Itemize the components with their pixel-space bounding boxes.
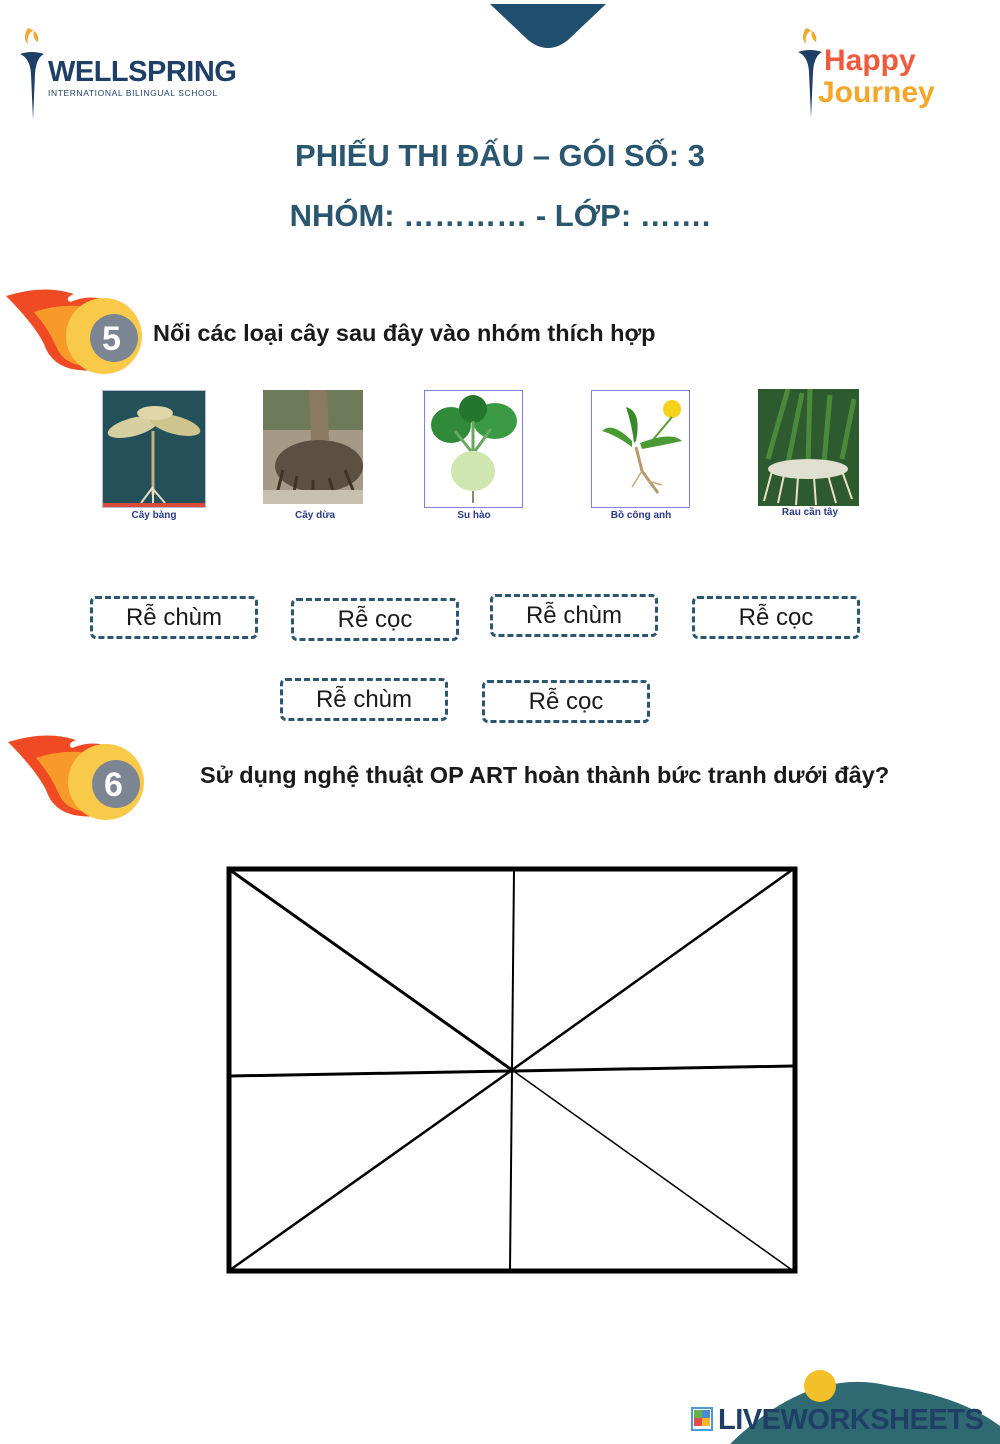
- op-art-drawing-frame[interactable]: [226, 866, 798, 1274]
- plant-image-rau-can-tay: [758, 389, 859, 506]
- mascot-icon: [804, 1370, 836, 1402]
- liveworksheets-watermark: [690, 1356, 1000, 1444]
- plant-label: Rau cần tây: [781, 507, 839, 518]
- plant-card[interactable]: [102, 390, 206, 522]
- question-number-5: 5: [102, 320, 121, 358]
- question-6-text: Sử dụng nghệ thuật OP ART hoàn thành bức tranh dưới đây?: [200, 762, 890, 788]
- plant-card[interactable]: [263, 390, 367, 522]
- question-number-6: 6: [104, 766, 123, 804]
- plant-card[interactable]: [758, 389, 862, 521]
- plant-image-bo-cong-anh: [591, 390, 690, 508]
- brand-line-2: Journey: [818, 76, 935, 109]
- happy-journey-logo: [796, 26, 966, 126]
- fireball-badge-6: [6, 730, 156, 822]
- root-option-box[interactable]: Rễ chùm: [490, 594, 658, 637]
- question-5-text: Nối các loại cây sau đây vào nhóm thích hợp: [153, 320, 656, 346]
- page-title: PHIẾU THI ĐẤU – GÓI SỐ: 3: [295, 138, 705, 173]
- brand-line-1: Happy: [824, 44, 916, 77]
- plant-image-su-hao: [424, 390, 523, 508]
- plant-label: Bồ công anh: [610, 510, 672, 521]
- plant-card[interactable]: [424, 390, 524, 522]
- plant-label: Su hào: [457, 510, 491, 521]
- plant-image-cay-bang: [102, 390, 206, 508]
- school-name: WELLSPRING: [48, 56, 237, 88]
- plant-card[interactable]: [591, 390, 691, 522]
- root-option-box[interactable]: Rễ cọc: [692, 596, 860, 639]
- fireball-badge-5: [4, 284, 154, 376]
- root-option-box[interactable]: Rễ chùm: [90, 596, 258, 639]
- top-notch-decoration: [490, 0, 606, 50]
- plant-image-cay-dua: [263, 390, 363, 504]
- root-option-box[interactable]: Rễ chùm: [280, 678, 448, 721]
- plant-label: Cây dừa: [294, 510, 336, 521]
- root-option-box[interactable]: Rễ cọc: [482, 680, 650, 723]
- group-class-line: NHÓM: ………… - LỚP: …….: [289, 198, 711, 233]
- watermark-text: LIVEWORKSHEETS: [718, 1404, 984, 1436]
- school-subtitle: INTERNATIONAL BILINGUAL SCHOOL: [48, 88, 218, 98]
- root-option-box[interactable]: Rễ cọc: [291, 598, 459, 641]
- wellspring-logo: [14, 24, 254, 124]
- plant-label: Cây bàng: [131, 510, 177, 521]
